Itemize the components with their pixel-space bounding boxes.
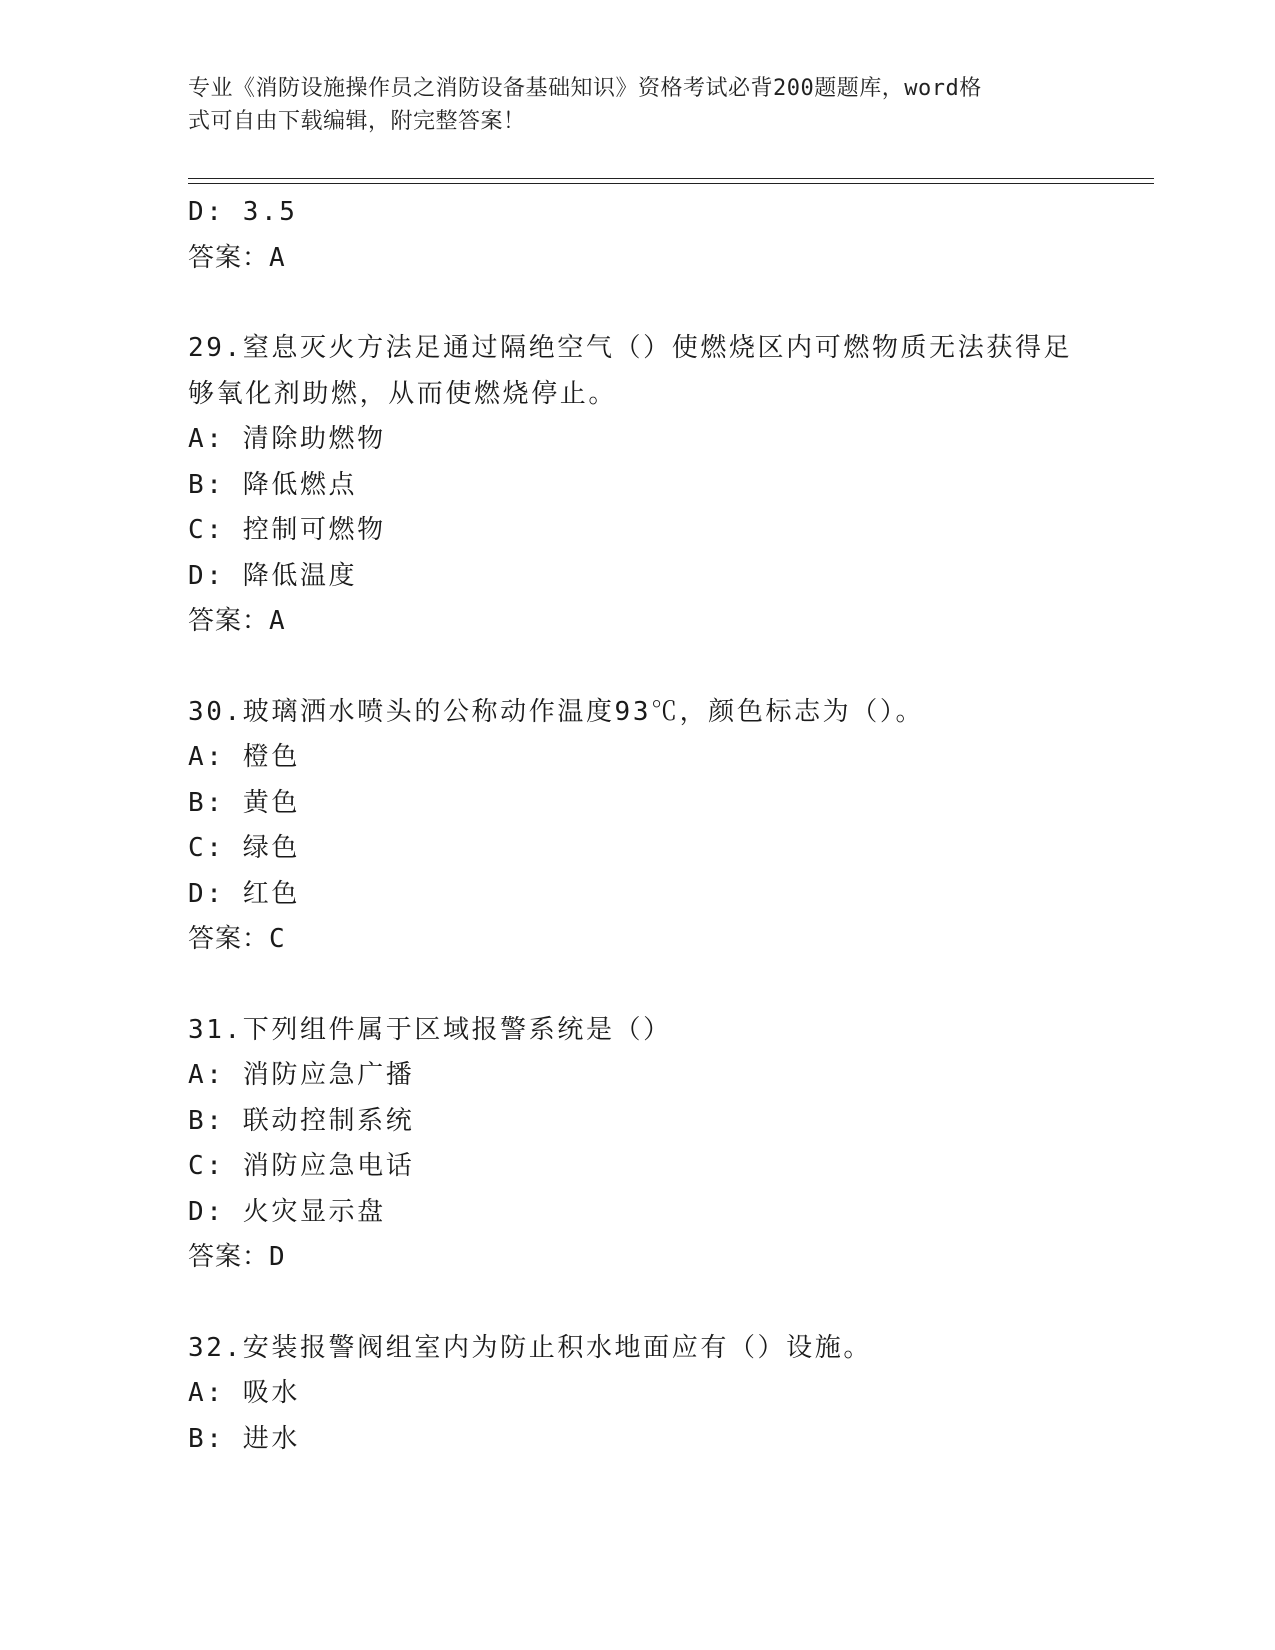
question-30-answer: 答案：C	[188, 924, 286, 954]
header-rule-top	[188, 178, 1154, 179]
question-29-stem-line-1: 29.窒息灭火方法足通过隔绝空气（）使燃烧区内可燃物质无法获得足	[188, 333, 1073, 363]
question-30-option-a: A: 橙色	[188, 742, 300, 772]
spacer	[188, 1281, 1088, 1326]
question-31-option-a: A: 消防应急广播	[188, 1060, 415, 1090]
question-30-stem: 30.玻璃洒水喷头的公称动作温度93℃，颜色标志为（）。	[188, 696, 925, 727]
question-31-option-b: B: 联动控制系统	[188, 1105, 415, 1136]
header-rule-bottom	[188, 183, 1154, 184]
prev-answer: 答案：A	[188, 242, 286, 273]
question-32-option-a: A: 吸水	[188, 1378, 300, 1408]
spacer	[188, 281, 1088, 326]
question-30-option-d: D: 红色	[188, 878, 300, 909]
question-31-option-d: D: 火灾显示盘	[188, 1196, 386, 1227]
question-32-stem: 32.安装报警阀组室内为防止积水地面应有（）设施。	[188, 1332, 872, 1363]
question-31-stem: 31.下列组件属于区域报警系统是（）	[188, 1014, 672, 1045]
question-30-option-c: C: 绿色	[188, 833, 300, 863]
question-29-option-b: B: 降低燃点	[188, 469, 358, 500]
question-29-option-a: A: 清除助燃物	[188, 424, 386, 454]
header-line-1: 专业《消防设施操作员之消防设备基础知识》资格考试必背200题题库，word格	[188, 76, 982, 101]
question-29-stem-line-2: 够氧化剂助燃，从而使燃烧停止。	[188, 378, 618, 409]
spacer	[188, 963, 1088, 1008]
header-line-2: 式可自由下载编辑，附完整答案！	[188, 109, 526, 134]
question-29-answer: 答案：A	[188, 606, 286, 636]
question-32-option-b: B: 进水	[188, 1423, 300, 1454]
question-31-option-c: C: 消防应急电话	[188, 1151, 415, 1181]
spacer	[188, 645, 1088, 690]
question-31-answer: 答案：D	[188, 1242, 286, 1272]
question-29-option-c: C: 控制可燃物	[188, 515, 386, 545]
document-body	[188, 190, 1088, 1462]
question-30-option-b: B: 黄色	[188, 787, 300, 818]
question-29-option-d: D: 降低温度	[188, 560, 358, 591]
document-header	[188, 72, 1088, 138]
prev-option-d: D: 3.5	[188, 197, 298, 227]
